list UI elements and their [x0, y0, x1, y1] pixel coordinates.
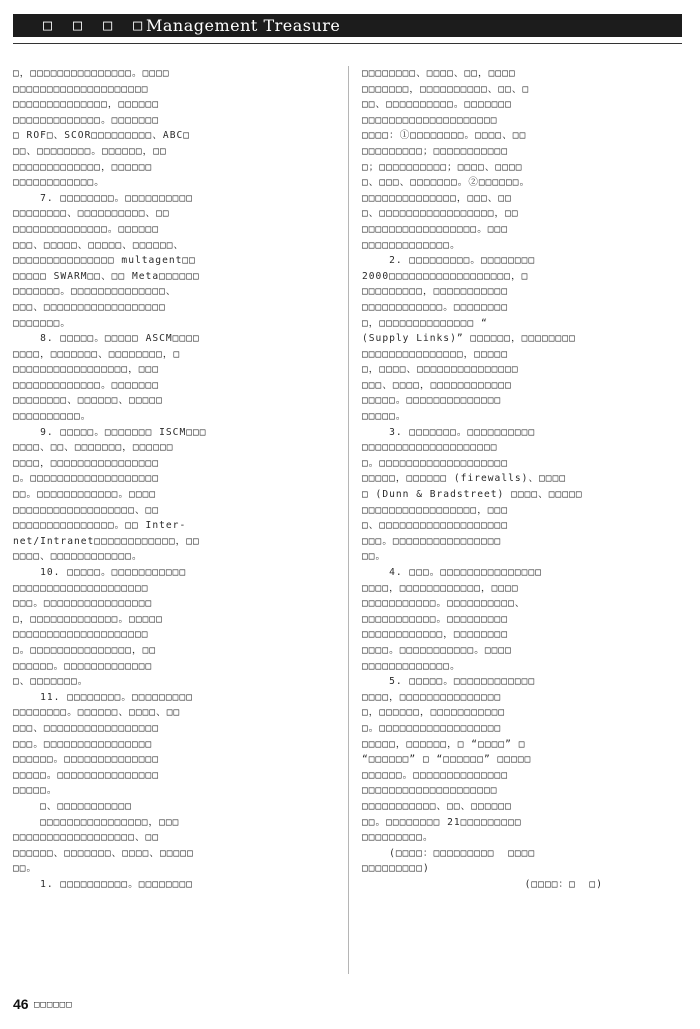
footer-label: □□□□□□ — [34, 1000, 73, 1010]
header-section-label: □ □ □ □ — [43, 16, 149, 34]
right-column-text: □□□□□□□□、□□□□、□□，□□□□ □□□□□□□，□□□□□□□□□□、□□、□ □□、□□□□□□□□□□。□□□□□□□ □□□□□□□□□□□□□□□□□□□□ □□□□：①□□□□□□□□。□□□□、□□ □□□□□□□□□；□□□□□□□□□□□ □；□□□□□□□□□□；□□□□、□□□□ □、□□□、□□□□□□□。②□□□□□□。 □□□□□□□□□□□□□□，□□□、□□ □、□□□□□□□□□□□□□□□□□，□□ □□□□□□□□□□□□□□□□□。□□□ □□□□□□□□□□□□□。 2. □□□□□□□□□。□□□□□□□□ 2000□□□□□□□□□□□□□□□□□□，□ □□□□□□□□□，□□□□□□□□□□□ □□□□□□□□□□□□。□□□□□□□□ □，□□□□□□□□□□□□□□ “ (Supply Links)” □□□□□□，□□□□□□□□ □□□□□□□□□□□□□□□，□□□□□ □，□□□□、□□□□□□□□□□□□□□□ □□□、□□□□，□□□□□□□□□□□□ □□□□□。□□□□□□□□□□□□□□ □□□□□。 3. □□□□□□□。□□□□□□□□□□ □□□□□□□□□□□□□□□□□□□□ □。□□□□□□□□□□□□□□□□□□□ □□□□□，□□□□□□ (firewalls)、□□□□ □ (Dunn & Bradstreet) □□□□、□□□□□ □□□□□□□□□□□□□□□□□，□□□ □、□□□□□□□□□□□□□□□□□□□ □□□。□□□□□□□□□□□□□□□□ □□。 4. □□□。□□□□□□□□□□□□□□□ □□□□，□□□□□□□□□□□□，□□□□ □□□□□□□□□□□。□□□□□□□□□□、 □□□□□□□□□□□。□□□□□□□□□ □□□□□□□□□□□□，□□□□□□□□ □□□□。□□□□□□□□□□□。□□□□ □□□□□□□□□□□□□。 5. □□□□□。□□□□□□□□□□□□ □□□□，□□□□□□□□□□□□□□□ □，□□□□□□，□□□□□□□□□□□ □。□□□□□□□□□□□□□□□□□□ □□□□□，□□□□□□，□ “□□□□” □ “□□□□□□” □ “□□□□□□” □□□□□ □□□□□□。□□□□□□□□□□□□□□ □□□□□□□□□□□□□□□□□□□□ □□□□□□□□□□□、□□、□□□□□□ □□。□□□□□□□□ 21□□□□□□□□□ □□□□□□□□□。 (□□□□：□□□□□□□□□ □□□□ □□□□□□□□□) (□□□□：□ □) — [362, 68, 603, 890]
column-divider — [348, 66, 349, 974]
header-bar — [13, 14, 682, 37]
left-column — [13, 66, 335, 892]
right-column — [362, 66, 684, 892]
header-title: Management Treasure — [146, 16, 341, 35]
header-rule — [13, 43, 682, 44]
left-column-text: □，□□□□□□□□□□□□□□□。□□□□ □□□□□□□□□□□□□□□□□□□□ □□□□□□□□□□□□□□，□□□□□□ □□□□□□□□□□□□□。□□□□□□□ □ ROF□、SCOR□□□□□□□□□、ABC□ □□、□□□□□□□□。□□□□□□，□□ □□□□□□□□□□□□□，□□□□□□ □□□□□□□□□□□□。 7. □□□□□□□□。□□□□□□□□□□ □□□□□□□□、□□□□□□□□□□、□□ □□□□□□□□□□□□□□。□□□□□□ □□□、□□□□□、□□□□□、□□□□□□、 □□□□□□□□□□□□□□□ multagent□□ □□□□□ SWARM□□、□□ Meta□□□□□□ □□□□□□□。□□□□□□□□□□□□□□、 □□□、□□□□□□□□□□□□□□□□□□ □□□□□□□。 8. □□□□□。□□□□□ ASCM□□□□ □□□□，□□□□□□□、□□□□□□□□，□ □□□□□□□□□□□□□□□□□，□□□ □□□□□□□□□□□□□。□□□□□□□ □□□□□□□□、□□□□□□、□□□□□ □□□□□□□□□□。 9. □□□□□。□□□□□□□ ISCM□□□ □□□□、□□、□□□□□□□，□□□□□□ □□□□，□□□□□□□□□□□□□□□□ □。□□□□□□□□□□□□□□□□□□□ □□。□□□□□□□□□□□□。□□□□ □□□□□□□□□□□□□□□□□□、□□ □□□□□□□□□□□□□□□。□□ Inter- net/Intranet□□□□□□□□□□□□，□□ □□□□、□□□□□□□□□□□□。 10. □□□□□。□□□□□□□□□□□ □□□□□□□□□□□□□□□□□□□□ □□□。□□□□□□□□□□□□□□□□ □，□□□□□□□□□□□□□。□□□□□ □□□□□□□□□□□□□□□□□□□□ □。□□□□□□□□□□□□□□□，□□ □□□□□□。□□□□□□□□□□□□□ □、□□□□□□□。 11. □□□□□□□□。□□□□□□□□□ □□□□□□□□。□□□□□□、□□□□、□□ □□□、□□□□□□□□□□□□□□□□□ □□□。□□□□□□□□□□□□□□□□ □□□□□□。□□□□□□□□□□□□□□ □□□□□。□□□□□□□□□□□□□□□ □□□□□。 □、□□□□□□□□□□□ □□□□□□□□□□□□□□□□，□□□ □□□□□□□□□□□□□□□□□□、□□ □□□□□□、□□□□□□□、□□□□、□□□□□ □□。 1. □□□□□□□□□□。□□□□□□□□ — [13, 68, 207, 890]
page-number: 46 — [13, 996, 29, 1012]
